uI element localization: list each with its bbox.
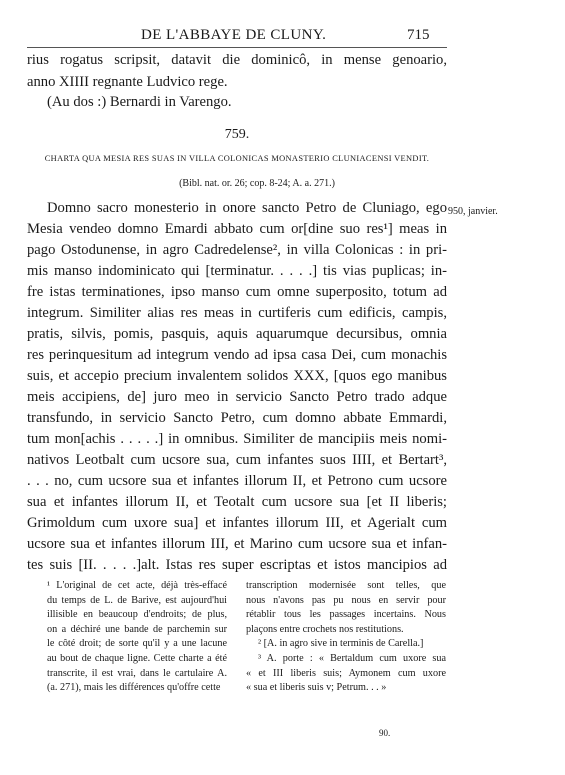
- footnote-line: « et III liberis suis; Aymonem cum uxore: [246, 667, 446, 679]
- margin-date: 950, janvier.: [448, 206, 498, 217]
- footnote-line: du temps de L. de Barive, est aujourd'hui: [47, 594, 227, 606]
- charter-text-line: integrum. Similiter alias res meas in curtiferis cum edificis, campis,: [27, 305, 447, 321]
- charter-text-line: fre istas terminationes, ipso manso cum omne superposito, totum ad: [27, 284, 447, 300]
- charter-text-line: ucsore sua et infantes illorum III, et Marino cum ucsore sua et infan-: [27, 536, 447, 552]
- footnotes-left-column: [47, 579, 227, 696]
- charter-text-line: Grimoldum cum uxore sua] et infantes illorum III, et Agerialt cum: [27, 515, 447, 531]
- running-title: DE L'ABBAYE DE CLUNY.: [141, 27, 327, 43]
- footnote-line: ² [A. in agro sive in terminis de Carella.]: [258, 638, 424, 650]
- charter-text-line: tum mon[achis . . . . .] in omnibus. Similiter de mancipiis meis nomi-: [27, 431, 447, 447]
- footnote-line: ¹ L'original de cet acte, déjà très-effacé: [47, 580, 227, 591]
- charter-text-line: transfundo, in servicio Sancto Petro, cum domno abbate Emmardi,: [27, 410, 447, 426]
- footnote-line: (a. 271), mais les différences qu'offre cette: [47, 682, 221, 694]
- footnote-line: nous n'avons pas pu nous en servir pour: [246, 594, 446, 606]
- charter-text-line: tes suis [II. . . . .]alt. Istas res super escriptas et istos mancipios ad: [27, 557, 447, 573]
- charter-text-line: meis accipiens, de] juro meo in servicio Sancto Petro trado adque: [27, 389, 447, 405]
- footnote-line: transcription modernisée sont telles, que: [246, 580, 446, 591]
- footnote-line: au bout de chaque ligne. Cette charte a été: [47, 652, 227, 664]
- carryover-line: rius rogatus scripsit, datavit die dominicô, in mense genoario,: [27, 52, 447, 68]
- charter-text-line: suis, et accepio precium invalentem solidos XXX, [quos ego manibus: [27, 368, 447, 384]
- footnote-line: plaçons entre crochets nos restitutions.: [246, 623, 404, 635]
- footnote-line: illisible en beaucoup d'endroits; de plus,: [47, 609, 227, 621]
- carryover-endorsement: (Au dos :) Bernardi in Varengo.: [47, 94, 232, 110]
- footnote-line: ³ A. porte : « Bertaldum cum uxore sua: [258, 652, 446, 664]
- charter-text-line: sua et infantes illorum II, et Teotalt cum ucsore sua [et II liberis;: [27, 494, 447, 510]
- page-number: 715: [407, 27, 430, 43]
- charter-text-line: Mesia vendeo domno Emardi abbato cum or[dine suo res¹] meas in: [27, 221, 447, 237]
- footnote-line: rétablir tous les passages incertains. Nous: [246, 609, 446, 621]
- charter-text-line: pratis, silvis, pomis, pasquis, aquis aquarumque decursibus, omnia: [27, 326, 447, 342]
- charter-text-line: Domno sacro monesterio in onore sancto Petro de Cluniago, ego: [47, 200, 447, 216]
- charter-number: 759.: [224, 127, 250, 142]
- charter-text-line: mis manso indominicato qui [terminatur. . . . .] tis vias puplicas; in-: [27, 263, 447, 279]
- charter-text-line: pago Ostodunense, in agro Cadredelense², in villa Colonicas : in pri-: [27, 242, 447, 258]
- header-rule: [27, 47, 447, 48]
- footnote-line: le côté droit; de sorte qu'il y a une lacune: [47, 638, 227, 650]
- charter-source: (Bibl. nat. or. 26; cop. 8-24; A. a. 271.): [179, 178, 335, 189]
- footnotes-right-column: [246, 579, 446, 696]
- charter-text-line: res perinquesitum ad integrum vendo ad ipsa casa Dei, cum monachis: [27, 347, 447, 363]
- footnote-line: « sua et liberis suis v; Petrum. . . »: [246, 682, 387, 694]
- footnote-line: transcrite, il est vrai, dans le cartulaire A.: [47, 667, 227, 679]
- carryover-line: anno XIIII regnante Ludvico rege.: [27, 74, 228, 90]
- charter-text-line: nativos Leotbalt cum ucsore sua, cum infantes suos IIII, et Bertart³,: [27, 452, 447, 468]
- signature-mark: 90.: [379, 728, 391, 738]
- footnote-line: on a déchiré une bande de parchemin sur: [47, 623, 227, 635]
- charter-title: CHARTA QUA MESIA RES SUAS IN VILLA COLONICAS MONASTERIO CLUNIACENSI VENDIT.: [44, 154, 430, 163]
- charter-text-line: . . . no, cum ucsore sua et infantes illorum II, et Petrono cum ucsore: [27, 473, 447, 489]
